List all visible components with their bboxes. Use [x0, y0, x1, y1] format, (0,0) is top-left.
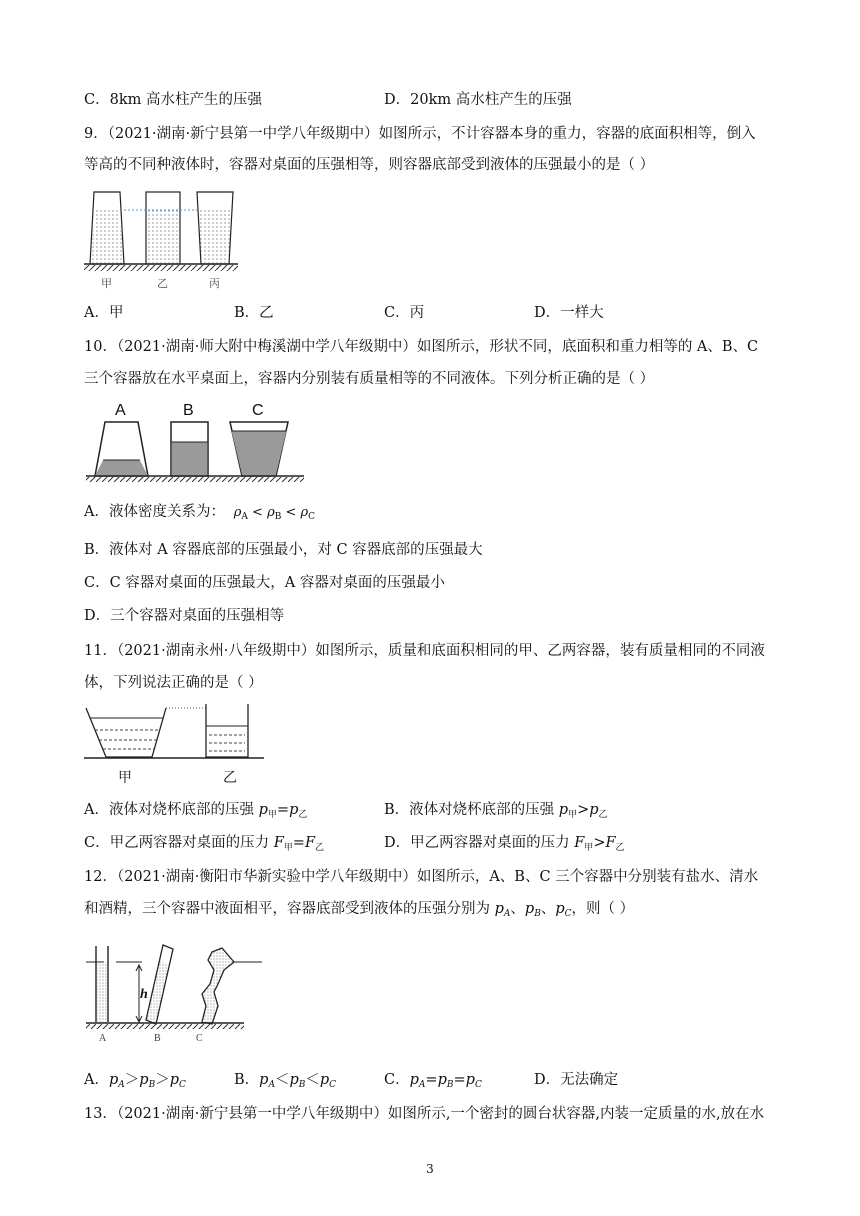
q9-liquid-yi: [147, 210, 179, 263]
q11-option-d-formula: $F_甲>F_乙$: [574, 835, 625, 853]
q12-stem-pressures: $p_A$、$p_B$、$p_C$: [494, 901, 572, 919]
q9-label-yi: 乙: [157, 278, 168, 290]
q9-stem-line1: 9．（2021·湖南·新宁县第一中学八年级期中）如图所示，不计容器本身的重力，容器的底面积相等，倒入: [84, 126, 756, 142]
q12-label-c: C: [196, 1033, 203, 1044]
q12-option-b: [234, 1070, 336, 1095]
q11-option-d-text: D．甲乙两容器对桌面的压力: [384, 835, 575, 851]
q10-label-b: B: [183, 402, 194, 419]
q12-option-a: [84, 1070, 186, 1095]
q10-stem-line1: 10．（2021·湖南·师大附中梅溪湖中学八年级期中）如图所示，形状不同，底面积和重力相等的 A、B、C: [84, 339, 759, 355]
q11-option-b-text: B．液体对烧杯底部的压强: [384, 802, 559, 818]
q9-ground-hatch: [84, 265, 238, 271]
q10-label-a: A: [115, 402, 126, 419]
q9-liquid-jia: [91, 210, 123, 263]
q12-option-b-text: B．: [234, 1072, 260, 1088]
q11-option-c-formula: $F_甲=F_乙$: [273, 835, 325, 853]
q12-option-b-formula: $p_A<p_B<p_C$: [259, 1072, 337, 1090]
q9-stem-line2: 等高的不同种液体时，容器对桌面的压强相等，则容器底部受到液体的压强最小的是（ ）: [84, 157, 655, 173]
q10-liquid-b: [172, 442, 208, 476]
q8-option-c: C．8km 高水柱产生的压强: [84, 92, 262, 108]
q9-label-jia: 甲: [101, 278, 112, 290]
q11-option-b: [384, 800, 608, 825]
q9-option-d: D．一样大: [534, 305, 604, 321]
q10-option-d: D．三个容器对桌面的压强相等: [84, 608, 285, 624]
q11-figure: [84, 702, 266, 790]
q9-option-b: B．乙: [234, 305, 274, 321]
q12-option-a-text: A．: [84, 1072, 109, 1088]
q10-label-c: C: [252, 402, 264, 419]
q12-stem-line2: [84, 899, 634, 924]
q11-label-yi: 乙: [223, 771, 237, 786]
q10-option-a-text: A．液体密度关系为：: [84, 504, 225, 520]
q11-option-d: [384, 833, 625, 858]
q12-option-c-text: C．: [384, 1072, 410, 1088]
q10-option-a-formula: $\rho_A < \rho_B < \rho_C$: [233, 505, 316, 522]
q9-option-a: A．甲: [84, 305, 124, 321]
q10-option-c: C．C 容器对桌面的压强最大，A 容器对桌面的压强最小: [84, 575, 445, 591]
q11-label-jia: 甲: [118, 771, 132, 786]
q12-label-a: A: [99, 1033, 107, 1044]
q12-stem-line1: 12．（2021·湖南·衡阳市华新实验中学八年级期中）如图所示，A、B、C 三个容器中分别装有盐水、清水: [84, 869, 759, 885]
q10-stem-line2: 三个容器放在水平桌面上，容器内分别装有质量相等的不同液体。下列分析正确的是（ ）: [84, 371, 655, 387]
q11-option-c-text: C．甲乙两容器对桌面的压力: [84, 835, 274, 851]
q11-stem-line2: 体，下列说法正确的是（ ）: [84, 675, 263, 691]
q10-option-a: [84, 502, 315, 527]
q12-figure: [84, 940, 264, 1044]
q11-option-a-text: A．液体对烧杯底部的压强: [84, 802, 259, 818]
q9-option-c: C．丙: [384, 305, 425, 321]
q12-option-c-formula: $p_A=p_B=p_C$: [409, 1072, 482, 1090]
q11-container-yi: [206, 704, 248, 757]
q9-figure: [84, 186, 240, 292]
q12-ground-hatch: [86, 1024, 244, 1029]
q10-figure: [84, 398, 306, 484]
q11-option-c: [84, 833, 324, 858]
q11-option-a-formula: $p_甲=p_乙$: [258, 802, 308, 820]
q13-stem-line1: 13．（2021·湖南·新宁县第一中学八年级期中）如图所示,一个密封的圆台状容器,内装一定质量的水,放在水: [84, 1106, 765, 1122]
q12-stem-line2-text: 和酒精，三个容器中液面相平，容器底部受到液体的压强分别为: [84, 901, 495, 917]
q11-option-a: [84, 800, 307, 825]
q11-container-jia: [86, 708, 166, 757]
q11-stem-line1: 11．（2021·湖南永州·八年级期中）如图所示，质量和底面积相同的甲、乙两容器，装有质量相同的不同液: [84, 643, 765, 659]
q12-option-a-formula: $p_A>p_B>p_C$: [108, 1072, 186, 1090]
q12-stem-line2-end: ，则（ ）: [571, 901, 635, 917]
q12-option-c: [384, 1070, 482, 1095]
page-number: 3: [426, 1162, 434, 1176]
q10-ground-hatch: [86, 477, 304, 482]
q12-tube-c: [202, 948, 234, 1024]
q12-tube-a: [97, 962, 107, 1022]
q8-option-d: D．20km 高水柱产生的压强: [384, 92, 572, 108]
q11-option-b-formula: $p_甲>p_乙$: [558, 802, 608, 820]
q12-option-d: D．无法确定: [534, 1072, 619, 1088]
q9-label-bing: 丙: [209, 278, 220, 290]
q9-liquid-bing: [198, 210, 232, 263]
q10-liquid-a: [95, 460, 148, 476]
q10-option-b: B．液体对 A 容器底部的压强最小，对 C 容器底部的压强最大: [84, 542, 483, 558]
q12-h-label: h: [140, 987, 148, 1002]
q12-label-b: B: [154, 1033, 161, 1044]
